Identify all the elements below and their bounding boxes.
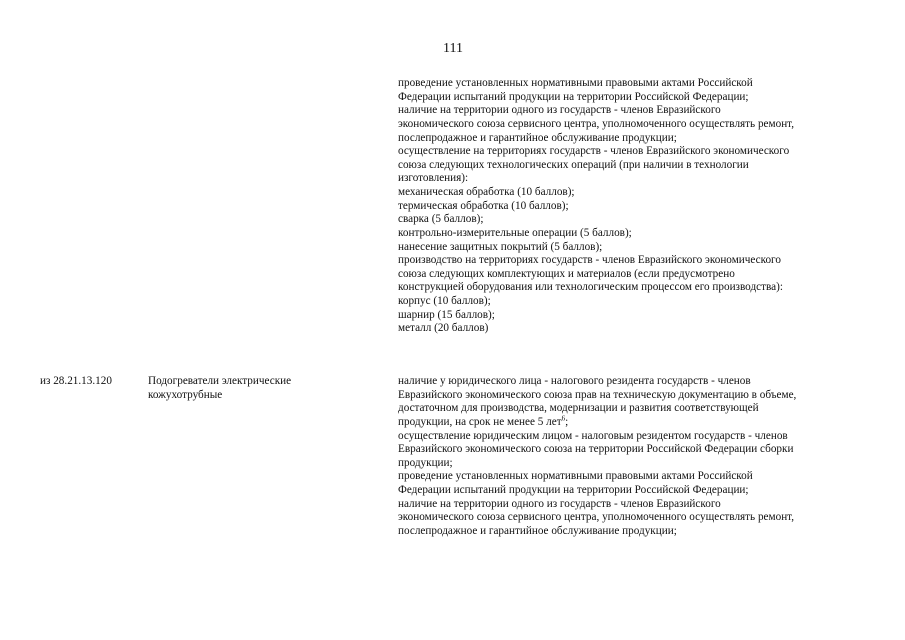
requirement-line: проведение установленных нормативными правовыми актами Российской — [398, 470, 753, 483]
requirement-line: термическая обработка (10 баллов); — [398, 199, 569, 212]
requirement-text: продукции, на срок не менее 5 лет — [398, 415, 562, 428]
requirement-line: Евразийского экономического союза прав на техническую документацию в объеме, — [398, 388, 797, 401]
requirement-line: шарнир (15 баллов); — [398, 308, 495, 321]
requirement-line: сварка (5 баллов); — [398, 213, 484, 226]
requirement-line: Евразийского экономического союза на территории Российской Федерации сборки — [398, 443, 794, 456]
requirement-line: Федерации испытаний продукции на территории Российской Федерации; — [398, 90, 749, 103]
continued-requirements-block — [398, 77, 868, 336]
product-name — [148, 375, 291, 402]
requirement-line: достаточном для производства, модернизации и развития соответствующей — [398, 402, 759, 415]
product-code: из 28.21.13.120 — [40, 375, 112, 387]
requirement-line: металл (20 баллов) — [398, 322, 489, 335]
requirement-line: наличие на территории одного из государств - членов Евразийского — [398, 104, 721, 117]
requirement-line: осуществление юридическим лицом - налоговым резидентом государств - членов — [398, 429, 788, 442]
requirement-line: конструкцией оборудования или технологическим процессом его производства): — [398, 281, 783, 294]
requirement-line: контрольно-измерительные операции (5 баллов); — [398, 226, 632, 239]
requirement-line: изготовления): — [398, 172, 469, 185]
requirement-line: союза следующих технологических операций (при наличии в технологии — [398, 158, 749, 171]
requirement-line: осуществление на территориях государств - членов Евразийского экономического — [398, 145, 790, 158]
page-number: 111 — [443, 41, 463, 56]
requirement-line: экономического союза сервисного центра, уполномоченного осуществлять ремонт, — [398, 511, 795, 524]
entry-requirements-block — [398, 375, 868, 539]
requirement-line: наличие у юридического лица - налогового резидента государств - членов — [398, 375, 751, 387]
requirement-line: механическая обработка (10 баллов); — [398, 186, 575, 198]
requirement-line: нанесение защитных покрытий (5 баллов); — [398, 240, 603, 253]
requirement-line: производство на территориях государств - членов Евразийского экономического — [398, 254, 781, 267]
product-name-line: Подогреватели электрические — [148, 375, 292, 387]
requirement-line-with-footnote — [398, 416, 868, 430]
requirement-line: проведение установленных нормативными правовыми актами Российской — [398, 77, 753, 89]
requirement-line: продукции; — [398, 456, 453, 469]
requirement-line: экономического союза сервисного центра, уполномоченного осуществлять ремонт, — [398, 117, 795, 130]
requirement-punctuation: ; — [565, 415, 569, 428]
requirement-line: послепродажное и гарантийное обслуживание продукции; — [398, 524, 677, 537]
requirement-line: союза следующих комплектующих и материалов (если предусмотрено — [398, 267, 735, 280]
requirement-line: Федерации испытаний продукции на территории Российской Федерации; — [398, 484, 749, 496]
requirement-line: послепродажное и гарантийное обслуживание продукции; — [398, 131, 677, 144]
footnote-marker: 6 — [561, 414, 566, 423]
requirement-line: наличие на территории одного из государств - членов Евразийского — [398, 497, 721, 510]
product-name-line: кожухотрубные — [148, 388, 223, 401]
requirement-line: корпус (10 баллов); — [398, 295, 491, 307]
